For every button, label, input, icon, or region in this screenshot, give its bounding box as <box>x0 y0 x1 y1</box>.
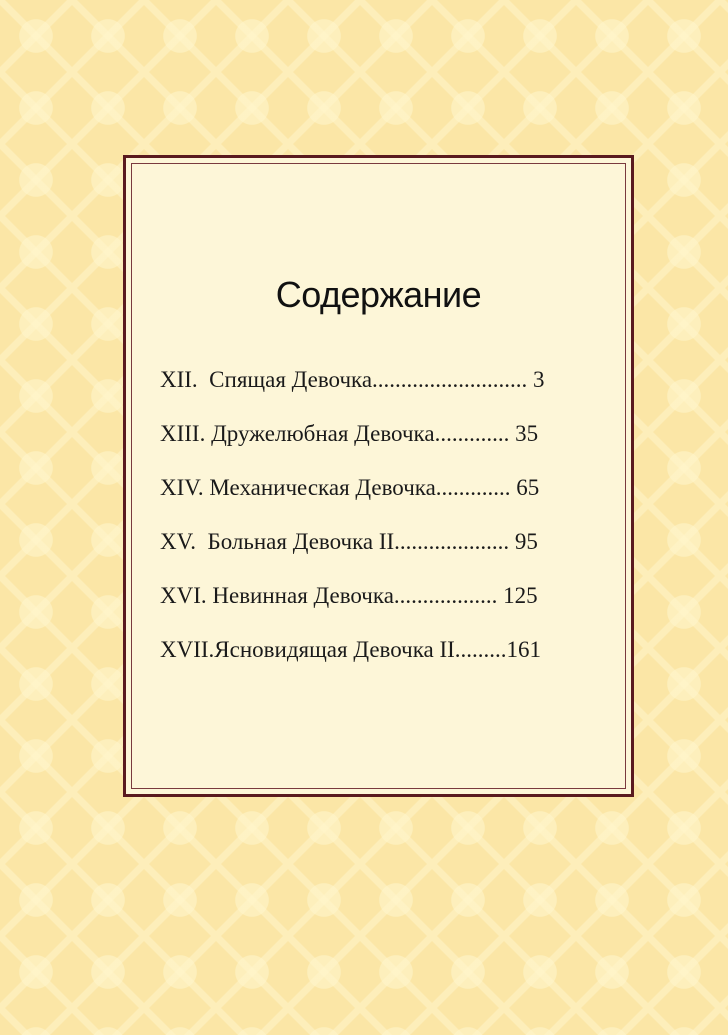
toc-entry: XIV. Механическая Девочка............. 65 <box>160 475 540 500</box>
toc-entry: XII. Спящая Девочка........................... 3 <box>160 367 545 392</box>
toc-title: Содержание <box>275 274 482 315</box>
toc-list <box>160 365 545 689</box>
toc-entry: XIII. Дружелюбная Девочка............. 35 <box>160 421 539 446</box>
toc-entry: XVI. Невинная Девочка.................. 125 <box>160 583 538 608</box>
toc-entry: XVII.Ясновидящая Девочка II.........161 <box>160 637 542 662</box>
toc-entry: XV. Больная Девочка II.................... 95 <box>160 529 538 554</box>
toc-frame <box>123 155 634 797</box>
